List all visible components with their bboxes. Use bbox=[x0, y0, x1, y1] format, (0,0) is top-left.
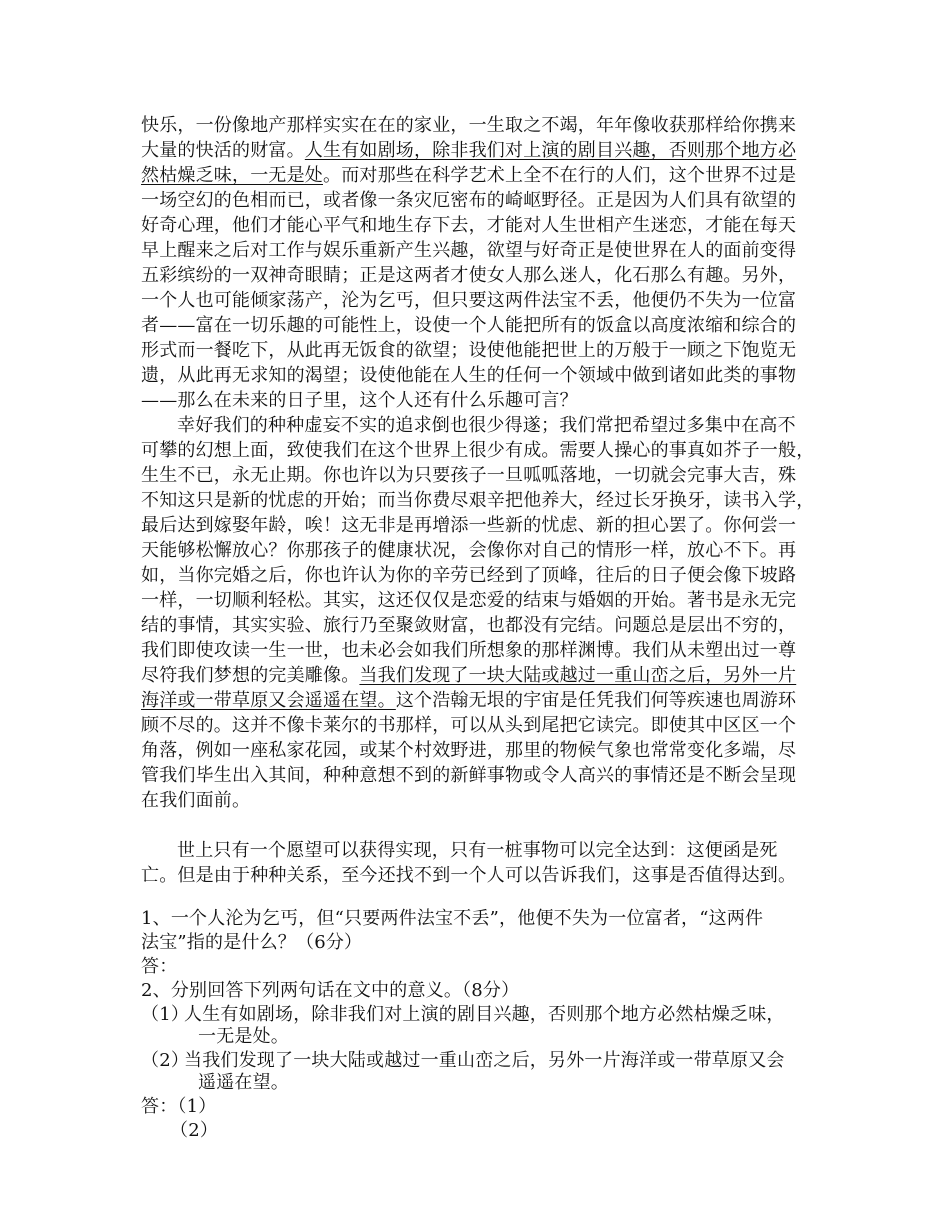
text-plain: 大量的快活的财富。 bbox=[141, 140, 305, 161]
passage-p2-line-15: 管我们毕生出入其间，种种意想不到的新鲜事物或令人高兴的事情还是不断会呈现 bbox=[141, 765, 797, 786]
question-1-line-2: 法宝”指的是什么？（6分） bbox=[141, 932, 363, 953]
question-2-2-line-2: 遥遥在望。 bbox=[198, 1072, 289, 1093]
passage-p3-line-2: 亡。但是由于种种关系，至今还找不到一个人可以告诉我们，这事是否值得达到。 bbox=[141, 865, 797, 886]
question-1-line-1: 1、一个人沦为乞丐，但“只要两件法宝不丢”，他便不失为一位富者，“这两件 bbox=[141, 908, 764, 929]
passage-p1-line-8: 一个人也可能倾家荡产，沦为乞丐，但只要这两件法宝不丢，他便仍不失为一位富 bbox=[141, 290, 797, 311]
passage-p2-line-6: 天能够松懈放心？你那孩子的健康状况，会像你对自己的情形一样，放心不下。再 bbox=[141, 540, 797, 561]
passage-p1-line-12: ——那么在未来的日子里，这个人还有什么乐趣可言？ bbox=[141, 390, 578, 411]
passage-p2-line-10: 我们即使攻读一生一世，也未必会如我们所想象的那样渊博。我们从未塑出过一尊 bbox=[141, 640, 797, 661]
question-2-1-number: （1） bbox=[141, 1004, 190, 1025]
passage-p2-line-2: 可攀的幻想上面，致使我们在这个世界上很少有成。需要人操心的事真如芥子一般， bbox=[141, 440, 815, 461]
passage-p1-line-3 bbox=[141, 165, 796, 187]
passage-p2-line-8: 一样，一切顺利轻松。其实，这还仅仅是恋爱的结束与婚姻的开始。著书是永无完 bbox=[141, 590, 797, 611]
passage-p2-line-4: 不知这只是新的忧虑的开始；而当你费尽艰辛把他养大，经过长牙换牙，读书入学， bbox=[141, 490, 815, 511]
passage-p1-line-6: 早上醒来之后对工作与娱乐重新产生兴趣，欲望与好奇正是使世界在人的面前变得 bbox=[141, 240, 797, 261]
underlined-sentence-1-cont: 然枯燥乏味，一无是处 bbox=[141, 165, 323, 186]
question-2-2-line-1: 当我们发现了一块大陆或越过一重山峦之后，另外一片海洋或一带草原又会 bbox=[184, 1050, 785, 1071]
passage-p2-line-9: 结的事情，其实实验、旅行乃至聚敛财富，也都没有完结。问题总是层出不穷的， bbox=[141, 615, 797, 636]
underlined-sentence-1: 人生有如剧场，除非我们对上演的剧目兴趣，否则那个地方必 bbox=[304, 140, 797, 161]
underlined-sentence-2: 当我们发现了一块大陆或越过一重山峦之后，另外一片 bbox=[359, 665, 797, 686]
question-1-answer: 答： bbox=[141, 956, 178, 977]
text-plain: 尽符我们梦想的完美雕像。 bbox=[141, 665, 360, 686]
text-plain: 这个浩翰无垠的宇宙是任凭我们何等疾速也周游环 bbox=[395, 690, 797, 711]
passage-p3-line-1: 世上只有一个愿望可以获得实现，只有一桩事物可以完全达到：这便函是死 bbox=[177, 840, 778, 861]
question-2-answer-1: 答：（1） bbox=[141, 1096, 217, 1117]
question-2-line-1: 2、分别回答下列两句话在文中的意义。（8分） bbox=[141, 980, 520, 1001]
question-2-2-number: （2） bbox=[141, 1050, 190, 1071]
passage-p2-line-7: 如，当你完婚之后，你也许认为你的辛劳已经到了顶峰，往后的日子便会像下坡路 bbox=[141, 565, 797, 586]
text-plain: 。而对那些在科学艺术上全不在行的人们，这个世界不过是 bbox=[323, 165, 797, 186]
passage-p2-line-5: 最后达到嫁娶年龄，唉！这无非是再增添一些新的忧虑、新的担心罢了。你何尝一 bbox=[141, 515, 797, 536]
passage-p1-line-11: 遗，从此再无求知的渴望；设使他能在人生的任何一个领域中做到诸如此类的事物 bbox=[141, 365, 797, 386]
question-2-answer-2: （2） bbox=[170, 1120, 219, 1141]
question-2-1-line-1: 人生有如剧场，除非我们对上演的剧目兴趣，否则那个地方必然枯燥乏味， bbox=[184, 1004, 785, 1025]
passage-p2-line-12 bbox=[141, 690, 796, 712]
passage-p1-line-10: 形式而一餐吃下，从此再无饭食的欲望；设使他能把世上的万般于一顾之下饱览无 bbox=[141, 340, 797, 361]
passage-p1-line-9: 者——富在一切乐趣的可能性上，设使一个人能把所有的饭盒以高度浓缩和综合的 bbox=[141, 315, 797, 336]
passage-p2-line-1: 幸好我们的种种虚妄不实的追求倒也很少得遂；我们常把希望过多集中在高不 bbox=[177, 415, 796, 436]
question-2-1-line-2: 一无是处。 bbox=[198, 1026, 289, 1047]
underlined-sentence-2-cont: 海洋或一带草原又会遥遥在望。 bbox=[141, 690, 396, 711]
passage-p2-line-13: 顾不尽的。这并不像卡莱尔的书那样，可以从头到尾把它读完。即使其中区区一个 bbox=[141, 715, 797, 736]
passage-p1-line-1: 快乐，一份像地产那样实实在在的家业，一生取之不竭，年年像收获那样给你携来 bbox=[141, 115, 797, 136]
passage-p1-line-7: 五彩缤纷的一双神奇眼睛；正是这两者才使女人那么迷人，化石那么有趣。另外， bbox=[141, 265, 797, 286]
passage-p1-line-5: 好奇心理，他们才能心平气和地生存下去，才能对人生世相产生迷恋，才能在每天 bbox=[141, 215, 797, 236]
passage-p2-line-11 bbox=[141, 665, 796, 687]
passage-p1-line-4: 一场空幻的色相而已，或者像一条灾厄密布的崎岖野径。正是因为人们具有欲望的 bbox=[141, 190, 797, 211]
passage-p1-line-2 bbox=[141, 140, 796, 162]
passage-p2-line-16: 在我们面前。 bbox=[141, 790, 251, 811]
passage-p2-line-14: 角落，例如一座私家花园，或某个村效野进，那里的物候气象也常常变化多端，尽 bbox=[141, 740, 797, 761]
passage-p2-line-3: 生生不已，永无止期。你也许以为只要孩子一旦呱呱落地，一切就会完事大吉，殊 bbox=[141, 465, 797, 486]
